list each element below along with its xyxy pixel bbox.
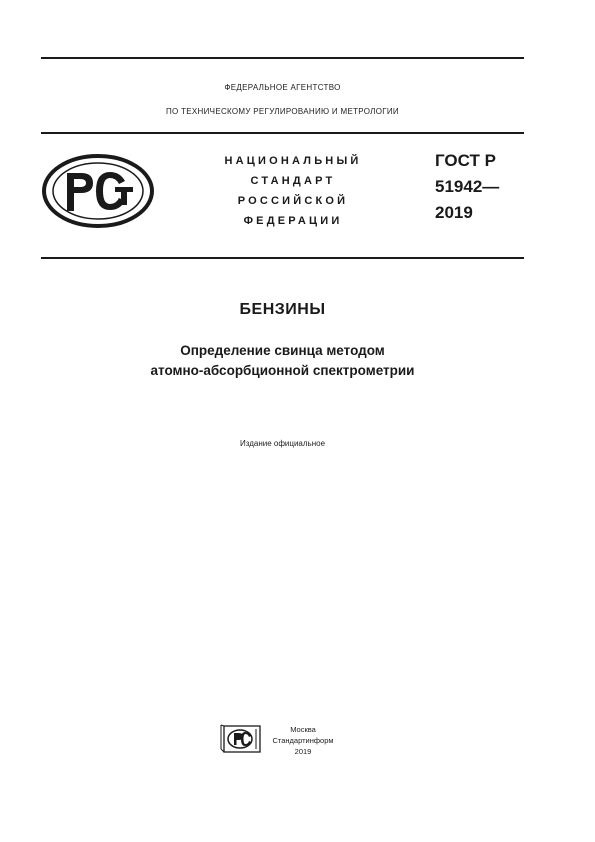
agency-line-1: ФЕДЕРАЛЬНОЕ АГЕНТСТВО bbox=[224, 83, 341, 92]
designation-line-3: 2019 bbox=[435, 203, 473, 222]
edition-note: Издание официальное bbox=[239, 439, 326, 448]
header-rule bbox=[41, 132, 524, 134]
document-subtitle bbox=[41, 341, 524, 381]
title-block-rule bbox=[41, 257, 524, 259]
rst-emblem-icon bbox=[41, 153, 155, 229]
national-standard-label bbox=[196, 151, 390, 231]
publisher-name: Стандартинформ bbox=[272, 736, 334, 745]
publisher-city: Москва bbox=[290, 725, 316, 734]
designation-line-1: ГОСТ Р bbox=[435, 151, 496, 170]
standard-designation bbox=[435, 148, 535, 226]
designation-line-2: 51942— bbox=[435, 177, 500, 196]
document-title: БЕНЗИНЫ bbox=[239, 301, 326, 318]
standard-label-line-4: ФЕДЕРАЦИИ bbox=[243, 215, 343, 227]
subtitle-line-2: атомно-абсорбционной спектрометрии bbox=[150, 363, 415, 378]
publisher-year: 2019 bbox=[294, 747, 312, 756]
publisher-block bbox=[262, 724, 344, 757]
top-rule bbox=[41, 57, 524, 59]
standartinform-logo-icon bbox=[220, 724, 264, 754]
standard-label-line-1: НАЦИОНАЛЬНЫЙ bbox=[224, 155, 362, 167]
agency-line-2: ПО ТЕХНИЧЕСКОМУ РЕГУЛИРОВАНИЮ И МЕТРОЛОГИИ bbox=[166, 107, 399, 116]
standard-label-line-2: СТАНДАРТ bbox=[250, 175, 336, 187]
standard-label-line-3: РОССИЙСКОЙ bbox=[237, 195, 349, 207]
subtitle-line-1: Определение свинца методом bbox=[180, 343, 385, 358]
